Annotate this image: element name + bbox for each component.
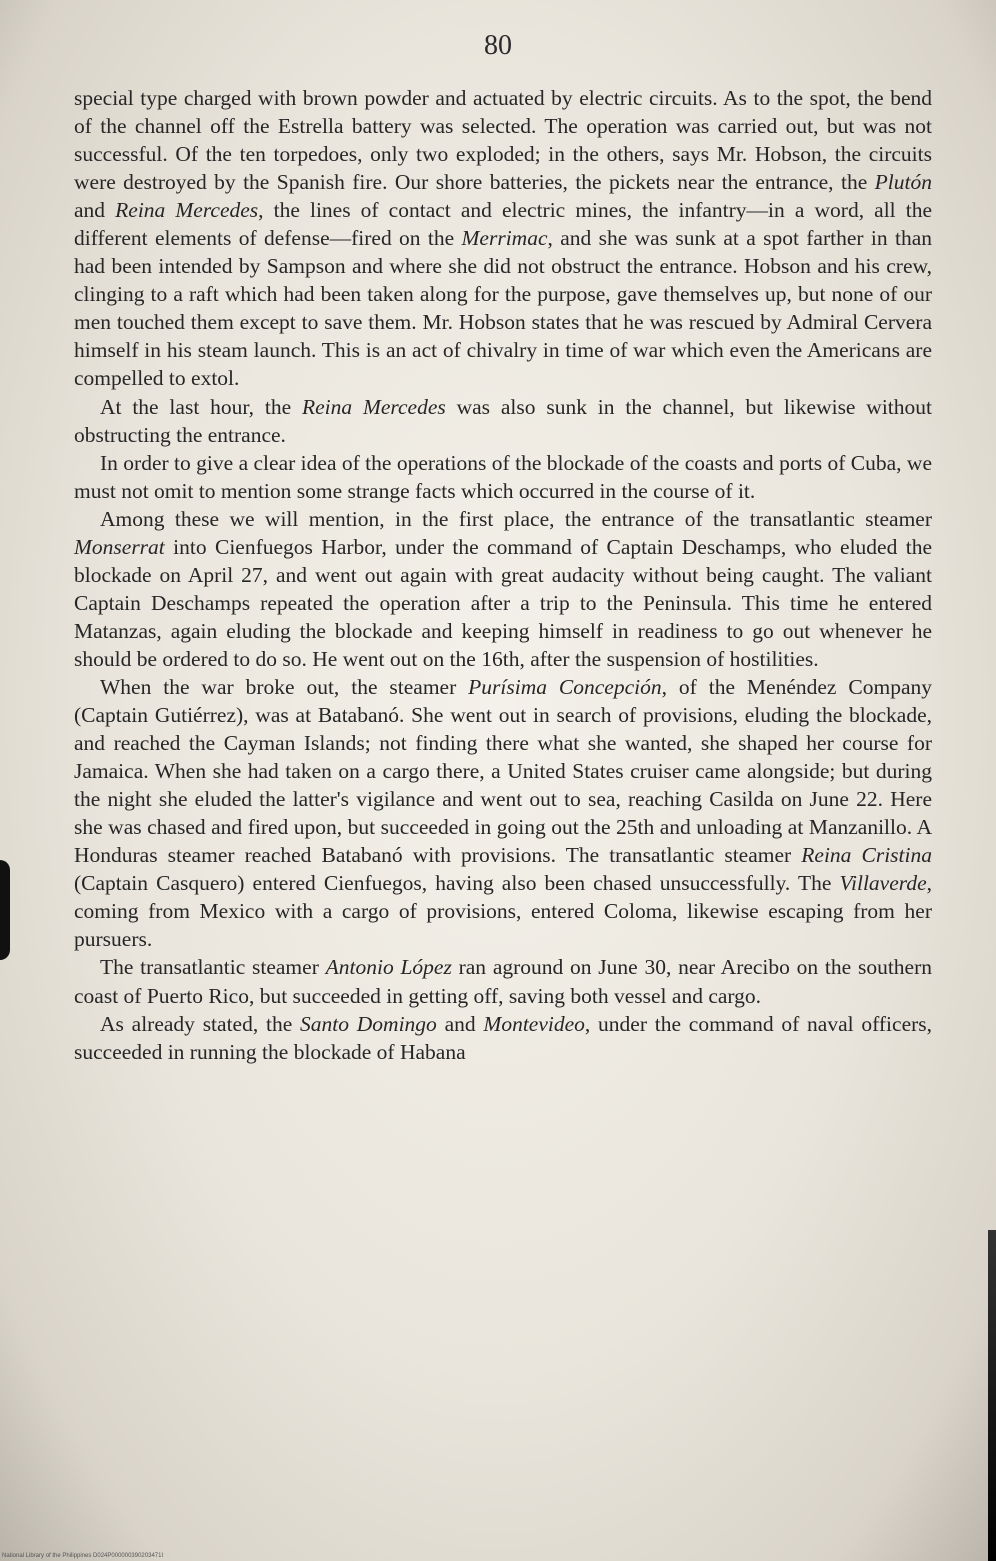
- scan-edge-shadow: [0, 860, 10, 960]
- page-number: 80: [484, 30, 512, 61]
- text-run: The transatlantic steamer: [100, 955, 326, 980]
- text-run: (Captain Casquero) entered Cienfuegos, having also been chased unsuccessfully. The: [74, 871, 840, 896]
- text-run: was also sunk in the channel, but likewise without obstructing the entrance.: [74, 394, 933, 447]
- text-run: special type charged with brown powder and actuated by electric circuits. As to the spot, the bend of the channel off the Estrella battery was selected. The operation was carried out, but was not successful. Of the ten torpedoes, only two exploded; in the others, says Mr. Hobson, the circuits were destroyed by the Spanish fire. Our shore batteries, the pickets near the entrance, the: [74, 86, 932, 195]
- ship-name: Reina Mercedes: [115, 198, 259, 223]
- ship-name: Villaverde: [839, 871, 927, 896]
- text-run: , and she was sunk at a spot farther in than had been intended by Sampson and where she did not obstruct the entrance. Hobson and his crew, clinging to a raft which had been taken along for the purpose, gave themselves up, but none of our men touched them except to save them. Mr. Hobson states that he was rescued by Admiral Cervera himself in his steam launch. This is an act of chivalry in time of war which even the Americans are compelled to extol.: [74, 226, 932, 391]
- ship-name: Montevideo: [483, 1011, 585, 1036]
- paragraph: [74, 84, 932, 393]
- paragraph: [74, 449, 932, 505]
- ship-name: Monserrat: [74, 534, 165, 559]
- text-run: In order to give a clear idea of the operations of the blockade of the coasts and ports of Cuba, we must not omit to mention some strange facts which occurred in the course of it.: [74, 450, 932, 503]
- text-run: , of the Menéndez Company (Captain Gutiérrez), was at Batabanó. She went out in search of provisions, eluding the blockade, and reached the Cayman Islands; not finding there what she wanted, she shaped her course for Jamaica. When she had taken on a cargo there, a United States cruiser came alongside; but during the night she eluded the latter's vigilance and went out to sea, reaching Casilda on June 22. Here she was chased and fired upon, but succeeded in going out the 25th and unloading at Manzanillo. A Honduras steamer reached Batabanó with provisions. The transatlantic steamer: [74, 674, 932, 868]
- text-run: ran aground on June 30, near Arecibo on the southern coast of Puerto Rico, but succeeded in getting off, saving both vessel and cargo.: [74, 955, 932, 1008]
- paragraph: [74, 673, 932, 953]
- ship-name: Santo Domingo: [300, 1011, 437, 1036]
- body-text: [74, 84, 932, 1066]
- text-run: , the lines of contact and electric mines, the infantry—in a word, all the different elements of defense—fired on the: [74, 198, 932, 251]
- paragraph: [74, 393, 932, 449]
- text-run: , under the command of naval officers, succeeded in running the blockade of Habana: [74, 1011, 933, 1064]
- ship-name: Purísima Concepción: [468, 674, 662, 699]
- ship-name: Reina Cristina: [801, 843, 932, 868]
- text-run: , coming from Mexico with a cargo of provisions, entered Coloma, likewise escaping from her pursuers.: [74, 871, 932, 952]
- text-run: As already stated, the: [100, 1011, 301, 1036]
- paragraph: [74, 505, 932, 673]
- library-footer: National Library of the Philippines D024P000000390203471I: [2, 1553, 164, 1559]
- text-run: At the last hour, the: [100, 394, 302, 419]
- ship-name: Antonio López: [325, 955, 452, 980]
- text-run: into Cienfuegos Harbor, under the command of Captain Deschamps, who eluded the blockade on April 27, and went out again with great audacity without being caught. The valiant Captain Deschamps repeated the operation after a trip to the Peninsula. This time he entered Matanzas, again eluding the blockade and keeping himself in readiness to go out whenever he should be ordered to do so. He went out on the 16th, after the suspension of hostilities.: [74, 534, 932, 671]
- ship-name: Merrimac: [461, 226, 548, 251]
- text-run: and: [74, 198, 116, 223]
- paragraph: [74, 953, 932, 1009]
- ship-name: Reina Mercedes: [302, 394, 446, 419]
- paragraph: [74, 1010, 932, 1066]
- ship-name: Plutón: [874, 170, 932, 195]
- scan-edge-shadow: [988, 1230, 996, 1561]
- text-run: When the war broke out, the steamer: [100, 674, 469, 699]
- text-run: and: [436, 1011, 484, 1036]
- text-run: Among these we will mention, in the first place, the entrance of the transatlantic steamer: [100, 506, 932, 531]
